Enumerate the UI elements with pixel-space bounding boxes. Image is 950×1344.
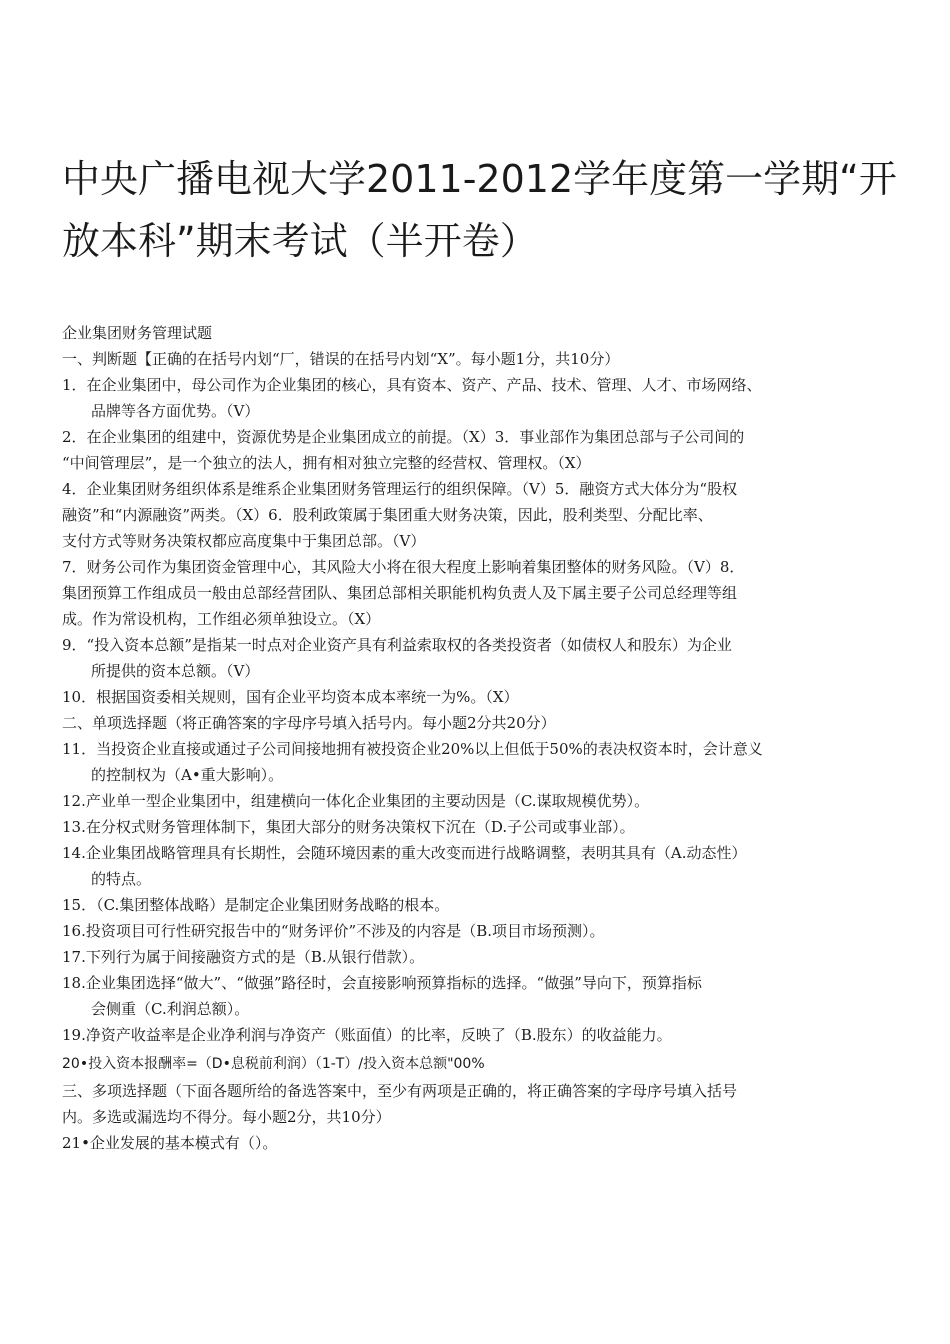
question-line: 的控制权为（A•重大影响）。 (91, 766, 284, 784)
question-line: 集团预算工作组成员一般由总部经营团队、集团总部相关职能机构负责人及下属主要子公司总经理等组 (62, 584, 738, 602)
question-line: 品牌等各方面优势。（V） (91, 402, 260, 420)
title-line-1: 中央广播电视大学2011-2012学年度第一学期“开 (62, 157, 897, 201)
question-line: 18.企业集团选择“做大”、“做强”路径时，会直接影响预算指标的选择。“做强”导向下，预算指标 (62, 974, 702, 992)
question-line: 会侧重（C.利润总额）。 (91, 1000, 250, 1018)
question-line: 支付方式等财务决策权都应高度集中于集团总部。（V） (62, 532, 426, 550)
question-line: 融资”和“内源融资”两类。（X）6．股利政策属于集团重大财务决策，因此，股利类型、分配比率、 (62, 506, 713, 524)
question-line: “中间管理层”，是一个独立的法人，拥有相对独立完整的经营权、管理权。（X） (62, 454, 591, 472)
question-line: 1．在企业集团中，母公司作为企业集团的核心，具有资本、资产、产品、技术、管理、人才、市场网络、 (62, 376, 762, 394)
question-line: 12.产业单一型企业集团中，组建横向一体化企业集团的主要动因是（C.谋取规模优势）。 (62, 792, 650, 810)
question-line: 16.投资项目可行性研究报告中的“财务评价”不涉及的内容是（B.项目市场预测）。 (62, 922, 605, 940)
question-line: 11．当投资企业直接或通过子公司间接地拥有被投资企业20%以上但低于50%的表决权资本时，会计意义 (62, 740, 763, 758)
question-line: 4．企业集团财务组织体系是维系企业集团财务管理运行的组织保障。（V）5．融资方式大体分为“股权 (62, 480, 738, 498)
question-line: 15．（C.集团整体战略）是制定企业集团财务战略的根本。 (62, 896, 450, 914)
question-line: 9．“投入资本总额”是指某一时点对企业资产具有利益索取权的各类投资者（如债权人和股东）为企业 (62, 636, 732, 654)
section-heading-multiple-choice: 三、多项选择题（下面各题所给的备选答案中，至少有两项是正确的，将正确答案的字母序号填入括号 (62, 1082, 738, 1100)
question-line: 19.净资产收益率是企业净利润与净资产（账面值）的比率，反映了（B.股东）的收益能力。 (62, 1026, 672, 1044)
question-line: 2．在企业集团的组建中，资源优势是企业集团成立的前提。（X）3．事业部作为集团总部与子公司间的 (62, 428, 745, 446)
title-line-2: 放本科”期末考试（半开卷） (62, 219, 538, 263)
question-line: 14.企业集团战略管理具有长期性，会随环境因素的重大改变而进行战略调整，表明其具有（A.动态性） (62, 844, 747, 862)
question-line: 成。作为常设机构，工作组必须单独设立。（X） (62, 610, 381, 628)
section-heading-judgement: 一、判断题【正确的在括号内划“厂，错误的在括号内划“X”。每小题1分，共10分） (62, 350, 620, 368)
question-line: 13.在分权式财务管理体制下，集团大部分的财务决策权下沉在（D.子公司或事业部）。 (62, 818, 635, 836)
question-line: 20•投入资本报酬率=（D•息税前利润）（1-T）/投入资本总额"00% (62, 1056, 485, 1072)
question-line: 7．财务公司作为集团资金管理中心，其风险大小将在很大程度上影响着集团整体的财务风险。（V）8． (62, 558, 745, 576)
section-heading-single-choice: 二、单项选择题（将正确答案的字母序号填入括号内。每小题2分共20分） (62, 714, 556, 732)
question-line: 的特点。 (91, 870, 152, 888)
question-line: 17.下列行为属于间接融资方式的是（B.从银行借款）。 (62, 948, 425, 966)
question-line: 21•企业发展的基本模式有（）。 (62, 1134, 278, 1152)
document-body (62, 320, 902, 1156)
document-title (62, 148, 902, 272)
subject-heading: 企业集团财务管理试题 (62, 324, 213, 342)
question-line: 内。多选或漏选均不得分。每小题2分，共10分） (62, 1108, 391, 1126)
question-line: 所提供的资本总额。（V） (91, 662, 260, 680)
question-line: 10．根据国资委相关规则，国有企业平均资本成本率统一为%。（X） (62, 688, 519, 706)
